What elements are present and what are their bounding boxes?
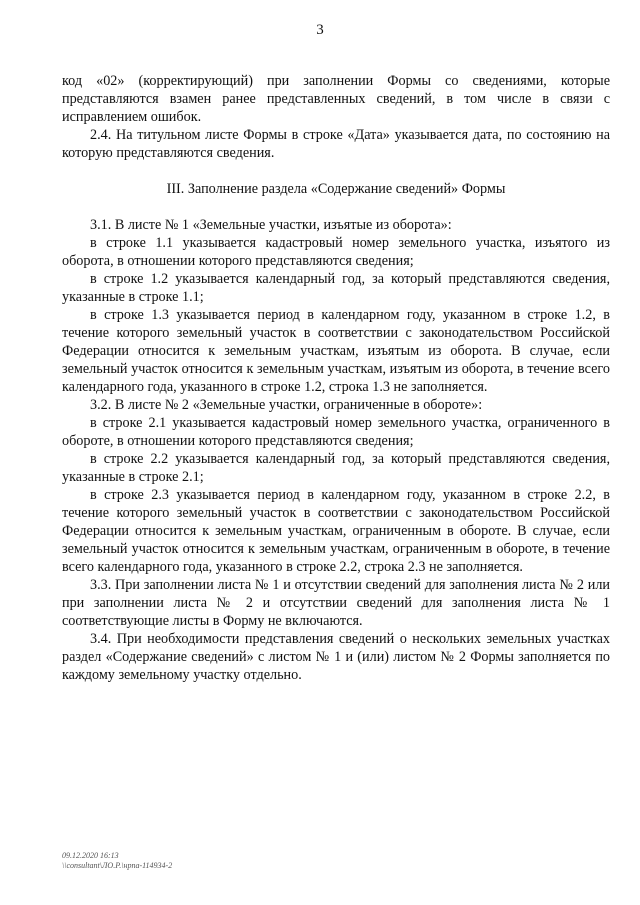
paragraph-3-3: 3.3. При заполнении листа № 1 и отсутствии сведений для заполнения листа № 2 или при заполнении листа № 2 и отсутствии сведений для заполнения листа № 1 соответствующие листы в Форму не включаются.: [62, 577, 610, 629]
paragraph-line-2-1: в строке 2.1 указывается кадастровый номер земельного участка, ограниченного в обороте, в отношении которого представляются сведения;: [62, 415, 610, 449]
document-body: [62, 72, 610, 684]
footer-timestamp: 09.12.2020 16:13: [62, 851, 119, 860]
paragraph-3-1: 3.1. В листе № 1 «Земельные участки, изъятые из оборота»:: [90, 217, 452, 233]
paragraph-line-2-3: в строке 2.3 указывается период в календарном году, указанном в строке 2.2, в течение которого земельный участок в соответствии с законодательством Российской Федерации относится к земельным участкам, ограниченным в обороте. В случае, если земельный участок относится к земельным участкам, ограниченным в обороте, в течение всего календарного года, указанного в строке 2.2, строка 2.3 не заполняется.: [62, 487, 610, 575]
paragraph-3-4: 3.4. При необходимости представления сведений о нескольких земельных участках раздел «Содержание сведений» с листом № 1 и (или) листом № 2 Формы заполняется по каждому земельному участку отдельно.: [62, 631, 610, 683]
paragraph-3-2: 3.2. В листе № 2 «Земельные участки, ограниченные в обороте»:: [90, 397, 483, 413]
page-number: 3: [316, 22, 324, 38]
footer-path: \\consultant\ЛО.Р.\нрпа-114934-2: [62, 861, 173, 870]
paragraph-line-1-3: в строке 1.3 указывается период в календарном году, указанном в строке 1.2, в течение которого земельный участок в соответствии с законодательством Российской Федерации относится к земельным участкам, изъятым из оборота. В случае, если земельный участок относится к земельным участкам, изъятым из оборота, в течение всего календарного года, указанного в строке 1.2, строка 1.3 не заполняется.: [62, 307, 610, 395]
paragraph-2-4: 2.4. На титульном листе Формы в строке «Дата» указывается дата, по состоянию на которую представляются сведения.: [62, 127, 610, 161]
section-title: III. Заполнение раздела «Содержание сведений» Формы: [166, 181, 506, 197]
paragraph-line-2-2: в строке 2.2 указывается календарный год, за который представляются сведения, указанные в строке 2.1;: [62, 451, 610, 485]
footer-stamp: [62, 851, 172, 871]
paragraph-line-1-1: в строке 1.1 указывается кадастровый номер земельного участка, изъятого из оборота, в отношении которого представляются сведения;: [62, 235, 610, 269]
paragraph-code-02: код «02» (корректирующий) при заполнении Формы со сведениями, которые представляются взамен ранее представленных сведений, в том числе в связи с исправлением ошибок.: [62, 73, 610, 125]
paragraph-line-1-2: в строке 1.2 указывается календарный год, за который представляются сведения, указанные в строке 1.1;: [62, 271, 610, 305]
